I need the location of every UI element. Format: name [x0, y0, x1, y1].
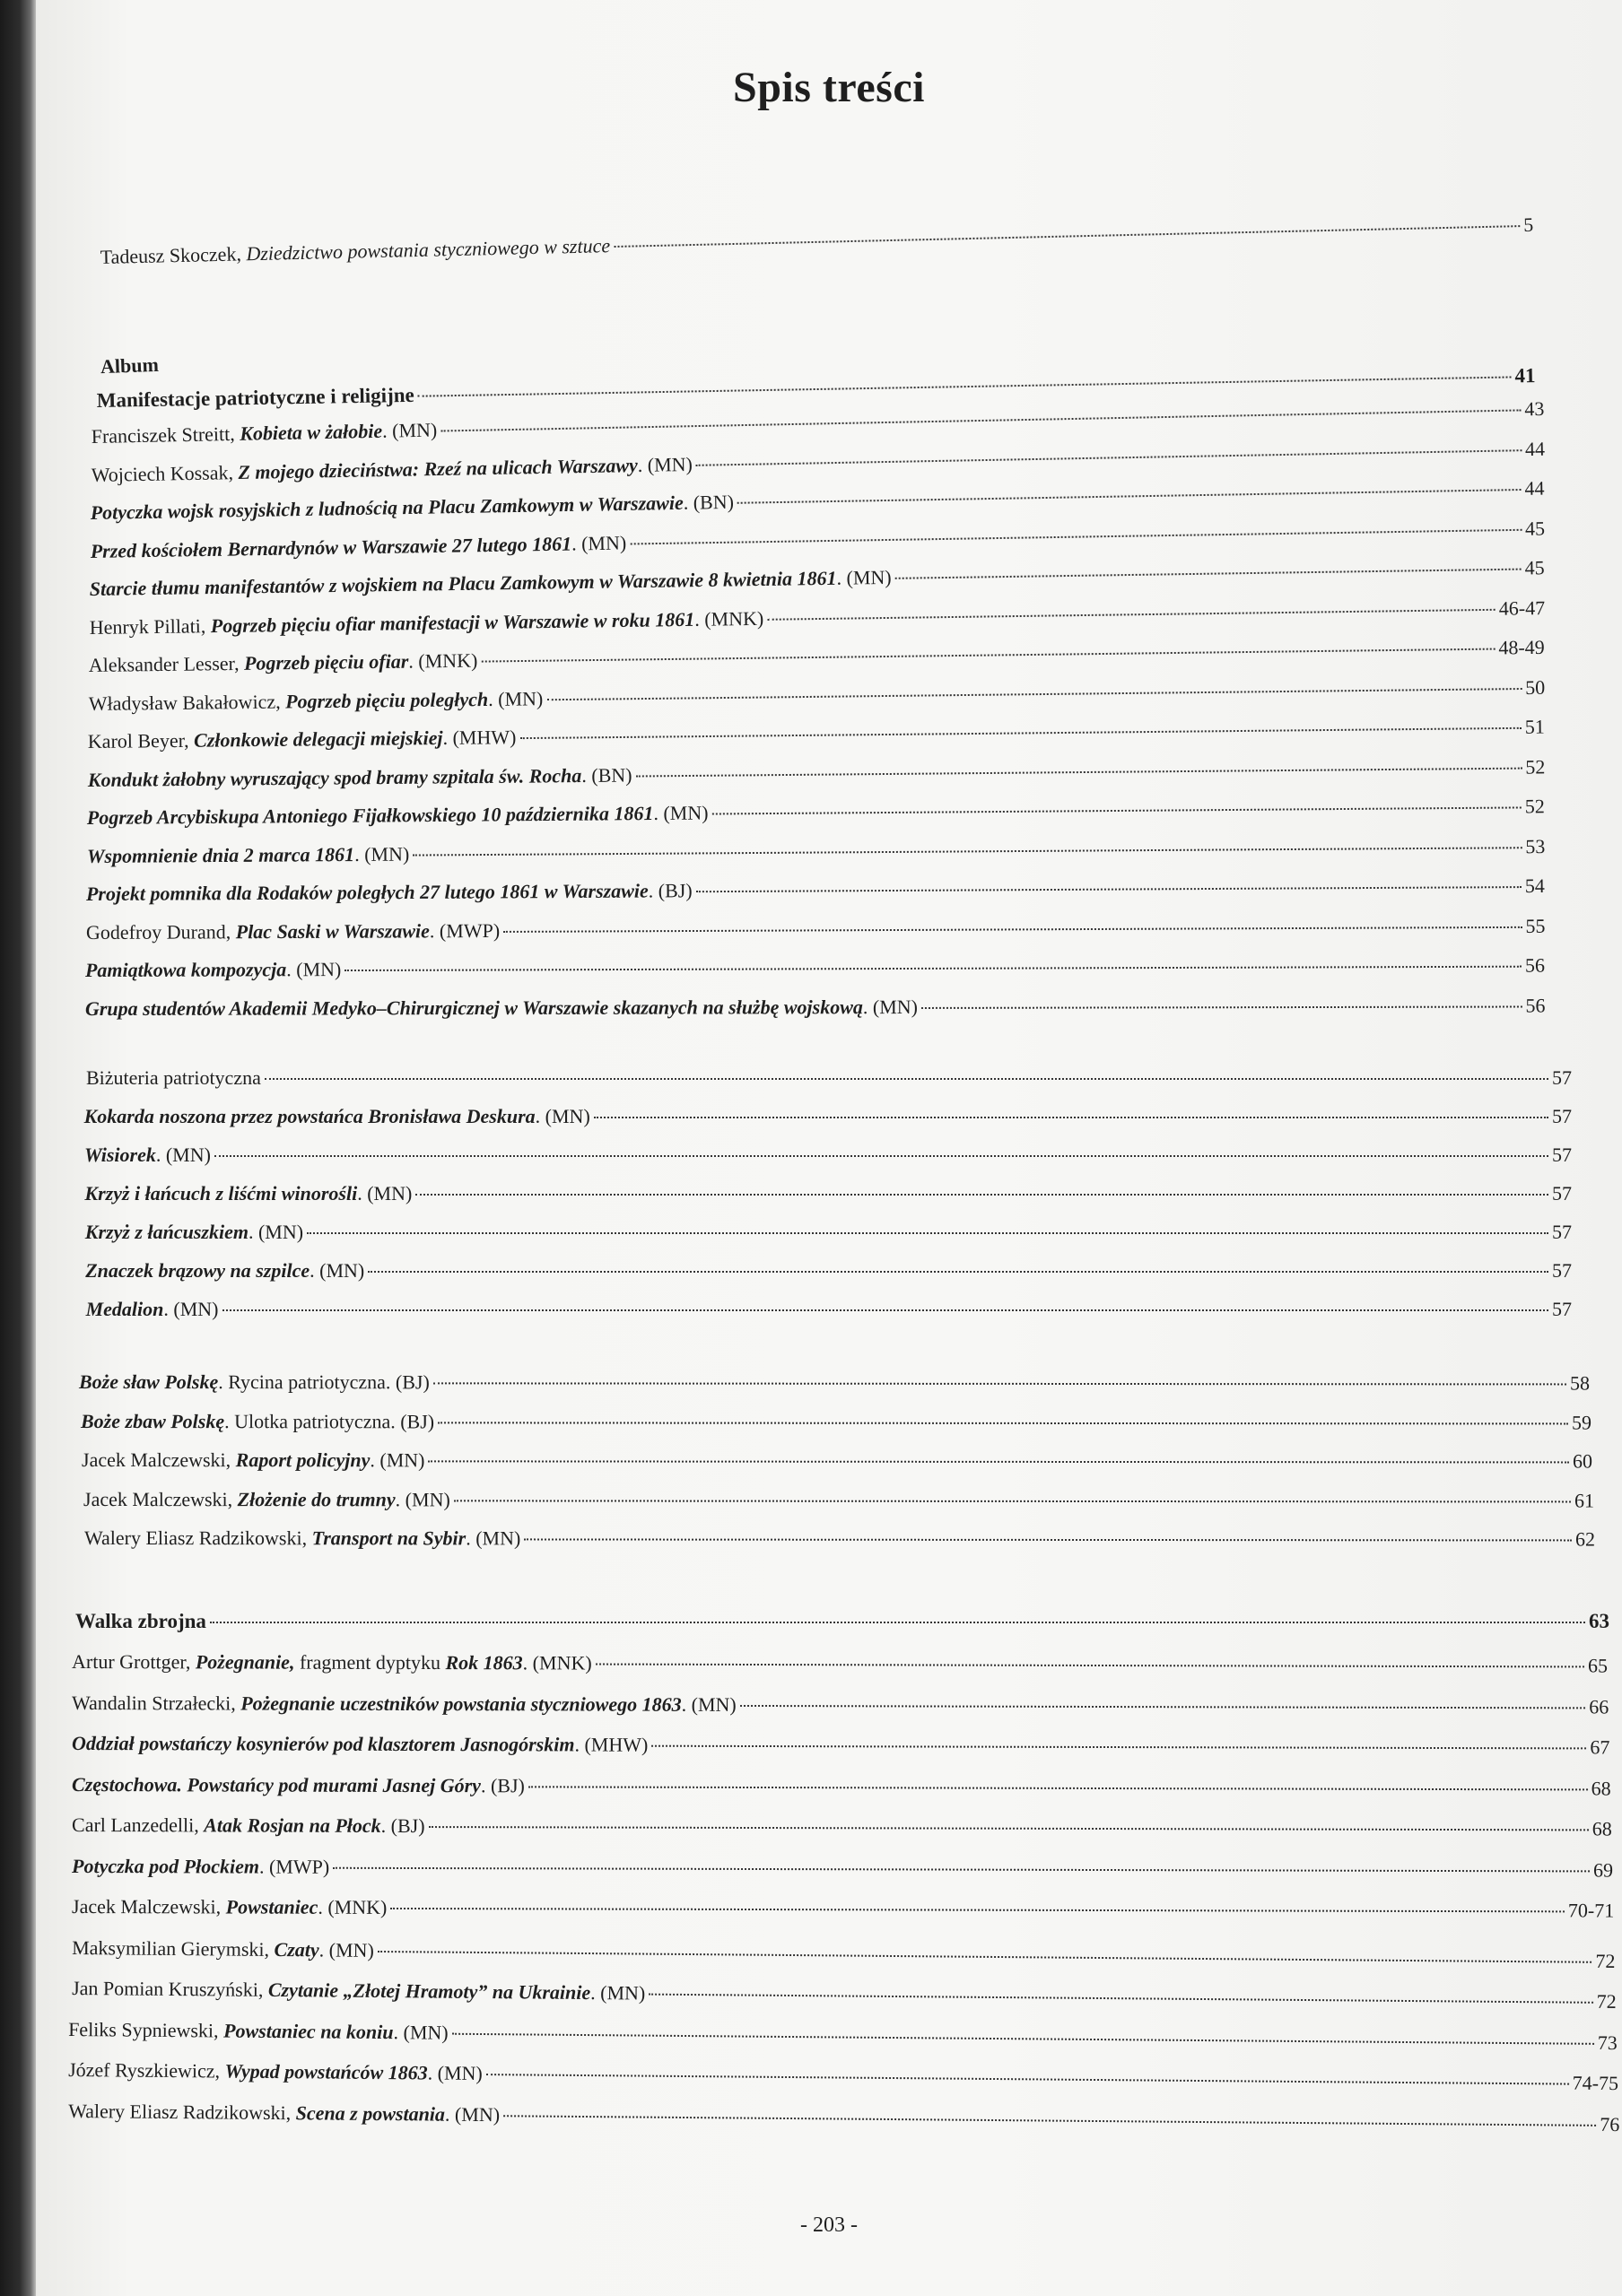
toc-page-number: 46-47: [1498, 596, 1545, 620]
toc-entry-text: [91, 417, 437, 450]
toc-entry-text: [85, 1219, 303, 1246]
toc-entry-title: Kobieta w żałobie: [240, 419, 383, 445]
toc-page-number: 69: [1593, 1857, 1614, 1881]
dot-leader: [390, 1908, 1565, 1912]
dot-leader: [333, 1866, 1590, 1872]
toc-page-number: 68: [1591, 1776, 1611, 1799]
toc-entry-title: Scena z powstania: [295, 2100, 446, 2126]
dot-leader: [307, 1232, 1548, 1234]
toc-entry-text: [68, 2057, 483, 2087]
toc-entry-author: Jacek Malczewski,: [82, 1448, 236, 1472]
toc-entry-text: [85, 917, 499, 945]
toc-entry-title: Pogrzeb pięciu ofiar: [243, 649, 409, 674]
page-title: Spis treści: [733, 64, 925, 111]
toc-entry-text: [85, 1257, 364, 1284]
toc-entry-text: [72, 1812, 425, 1839]
toc-entry: [81, 1408, 1591, 1436]
dot-leader: [503, 2115, 1596, 2126]
toc-entry-text: [86, 1065, 261, 1091]
toc-entry-title: Wspomnienie dnia 2 marca 1861: [86, 842, 354, 867]
toc-entry-title: Potyczka wojsk rosyjskich z ludnością na Placu Zamkowym w Warszawie: [90, 491, 684, 525]
toc-page-number: 74-75: [1572, 2071, 1619, 2095]
dot-leader: [649, 1994, 1592, 2004]
toc-entry-title: Powstaniec na koniu: [222, 2019, 394, 2043]
toc-entry-text: [90, 564, 892, 603]
toc-entry-source: . (MN): [444, 2102, 501, 2126]
dot-leader: [214, 1155, 1548, 1157]
toc-entry-author: Aleksander Lesser,: [88, 651, 245, 677]
toc-entry-author: Henryk Pillati,: [89, 613, 211, 639]
toc-entry-text: [86, 877, 693, 908]
toc-page-number: 62: [1575, 1527, 1596, 1551]
toc-entry-source: . (BJ): [380, 1813, 425, 1838]
toc-entry-author: Walery Eliasz Radzikowski,: [68, 2099, 296, 2124]
toc-entry-text: [72, 1690, 737, 1718]
toc-entry: [72, 1730, 1609, 1761]
toc-entry-source: . (MHW): [574, 1733, 649, 1756]
toc-entry-source: . (MN): [381, 418, 438, 442]
toc-page-number: 76: [1600, 2112, 1620, 2135]
toc-entry-text: [83, 1486, 450, 1513]
toc-page-number: 57: [1551, 1298, 1572, 1320]
toc-entry-title: Pożegnanie,: [195, 1650, 295, 1674]
book-spine-shadow: [0, 0, 36, 2296]
toc-entry-source: . (BN): [683, 490, 735, 514]
toc-entry-source: . (MN): [637, 452, 693, 476]
album-label: Album: [100, 352, 160, 378]
dot-leader: [737, 489, 1522, 504]
toc-entry-source: . (MN): [487, 686, 543, 710]
toc-entry-title: Plac Saski w Warszawie: [235, 918, 430, 943]
dot-leader: [695, 449, 1521, 466]
toc-page-number: 55: [1524, 914, 1545, 937]
toc-entry-title: Krzyż i łańcuch z liśćmi winorośli: [84, 1182, 358, 1205]
dot-leader: [418, 376, 1512, 396]
dot-leader: [524, 1538, 1572, 1541]
toc-entry-text: [84, 1142, 211, 1169]
toc-entry: [79, 1369, 1590, 1396]
toc-entry-title: Pogrzeb Arcybiskupa Antoniego Fijałkowskiego 10 października 1861: [86, 802, 654, 830]
toc-page-number: 41: [1514, 364, 1536, 387]
toc-page-number: 44: [1524, 437, 1545, 460]
toc-entry-title: Oddział powstańczy kosynierów pod klasztorem Jasnogórskim: [72, 1732, 575, 1756]
toc-entry-title: Z mojego dzieciństwa: Rzeź na ulicach Warszawy: [237, 453, 638, 483]
toc-entry-text: [72, 1730, 648, 1759]
toc-entry-source: . (MN): [862, 995, 918, 1018]
toc-entry-text: [87, 761, 632, 793]
toc-entry-author: Władysław Bakałowicz,: [88, 690, 285, 715]
toc-entry-text: [84, 1103, 590, 1130]
toc-entry-text: [89, 648, 478, 679]
toc-entry: [68, 2016, 1618, 2057]
toc-page-number: 54: [1524, 874, 1545, 898]
dot-leader: [433, 1382, 1566, 1385]
toc-entry-author: Wojciech Kossak,: [90, 460, 239, 486]
toc-entry-author: Feliks Sypniewski,: [68, 2017, 224, 2042]
toc-page-number: 58: [1570, 1371, 1591, 1395]
dot-leader: [344, 966, 1522, 971]
toc-entry: [85, 912, 1545, 945]
toc-entry-title: Częstochowa. Powstańcy pod murami Jasnej Góry: [72, 1772, 481, 1796]
toc-entry-source: . Rycina patriotyczna. (BJ): [218, 1370, 430, 1394]
toc-entry-source: fragment dyptyku: [294, 1650, 446, 1674]
toc-entry-title: Transport na Sybir: [311, 1526, 467, 1550]
toc-entry: [84, 1525, 1595, 1552]
dot-leader: [378, 1950, 1592, 1962]
toc-page-number: 56: [1524, 993, 1545, 1016]
toc-entry-text: [75, 1608, 206, 1635]
toc-entry-text: [72, 1935, 374, 1964]
toc-entry-title: Pamiątkowa kompozycja: [84, 958, 287, 981]
toc-entry-title: Projekt pomnika dla Rodaków poległych 27 lutego 1861 w Warszawie: [85, 879, 649, 906]
toc-entry: [86, 1296, 1572, 1323]
dot-leader: [222, 1309, 1548, 1311]
toc-entry-text: [87, 800, 709, 831]
dot-leader: [920, 1005, 1521, 1008]
toc-entry-title: Medalion: [85, 1298, 164, 1320]
toc-entry-source: . (MN): [653, 801, 709, 825]
dot-leader: [651, 1745, 1586, 1750]
toc-entry-source: . (MN): [427, 2061, 483, 2085]
toc-page-number: 61: [1574, 1488, 1594, 1511]
toc-entry-title: Pożegnanie uczestników powstania styczniowego 1863: [240, 1691, 682, 1716]
dot-leader: [413, 847, 1522, 856]
toc-page-number: 56: [1524, 953, 1545, 977]
toc-entry: [72, 1690, 1609, 1720]
toc-entry-source: . (MN): [395, 1487, 450, 1510]
toc-entry-author: Artur Grottger,: [72, 1650, 196, 1674]
toc-entry-text: [72, 1853, 329, 1881]
toc-page-number: 50: [1524, 675, 1545, 699]
toc-entry: [83, 1486, 1594, 1514]
toc-page-number: 57: [1551, 1259, 1572, 1282]
toc-entry-author: Jan Pomian Kruszyński,: [72, 1977, 269, 2001]
toc-entry-source: . (MN): [155, 1144, 211, 1166]
toc-entry-source: . (MN): [590, 1981, 646, 2005]
toc-page-number: 67: [1590, 1735, 1610, 1759]
dot-leader: [635, 767, 1522, 777]
toc-page-number: 45: [1524, 556, 1545, 579]
toc-page-number: 53: [1524, 834, 1545, 857]
toc-entry-text: [72, 1771, 525, 1799]
toc-entry-title: Raport policyjny: [235, 1448, 371, 1472]
book-page: [36, 0, 1622, 2296]
toc-page-number: 60: [1573, 1449, 1593, 1473]
toc-entry-source: . (MNK): [693, 606, 763, 631]
toc-entry-text: [88, 724, 517, 755]
toc-entry-source: . (MN): [248, 1221, 304, 1243]
toc-entry-source: . (MN): [681, 1692, 737, 1716]
toc-page-number: 73: [1597, 2031, 1618, 2054]
toc-entry-source: . (MN): [310, 1259, 365, 1282]
toc-entry-text: [90, 529, 626, 564]
toc-entry-text: [81, 1408, 434, 1435]
section-heading: Manifestacje patriotyczne i religijne: [96, 383, 414, 413]
toc-entry-author: Walery Eliasz Radzikowski,: [84, 1526, 312, 1550]
toc-page-number: 70-71: [1567, 1899, 1615, 1922]
toc-entry: [87, 753, 1545, 794]
toc-entry: [86, 873, 1545, 908]
toc-entry-source: . (MN): [535, 1105, 590, 1127]
toc-entry-author: Tadeusz Skoczek,: [100, 242, 247, 269]
dot-leader: [767, 608, 1496, 620]
toc-entry-title: Boże sław Polskę: [79, 1370, 219, 1394]
dot-leader: [453, 1500, 1570, 1502]
toc-entry: [72, 1812, 1612, 1842]
toc-entry-text: [89, 604, 763, 640]
toc-entry-author: Godefroy Durand,: [85, 919, 236, 944]
toc-entry-source: . (BJ): [648, 879, 693, 902]
toc-entry-title: Czaty: [274, 1937, 319, 1961]
toc-entry-text: [79, 1369, 430, 1396]
toc-entry: [72, 1893, 1614, 1925]
toc-entry-title: Kondukt żałobny wyruszający spod bramy szpitala św. Rocha: [87, 763, 581, 791]
dot-leader: [596, 1664, 1584, 1668]
dot-leader: [428, 1460, 1569, 1463]
toc-entry-text: [90, 489, 734, 526]
toc-page-number: 43: [1524, 396, 1545, 421]
toc-entry-title: Znaczek brązowy na szpilce: [85, 1259, 310, 1282]
toc-entry-title: Kokarda noszona przez powstańca Bronisława Deskura: [83, 1105, 536, 1127]
toc-entry-text: [86, 1296, 219, 1323]
toc-entry-text: [72, 1648, 592, 1677]
toc-entry-title: Starcie tłumu manifestantów z wojskiem na Placu Zamkowym w Warszawie 8 kwietnia 1861: [89, 566, 837, 601]
toc-entry-title: Członkowie delegacji miejskiej: [193, 726, 443, 752]
toc-entry: [72, 1771, 1611, 1802]
toc-entry-author: Wandalin Strzałecki,: [72, 1691, 241, 1714]
toc-entry: [89, 634, 1545, 679]
toc-entry-title: Krzyż z łańcuszkiem: [84, 1221, 249, 1243]
toc-page-number: 51: [1524, 715, 1545, 738]
toc-entry: [89, 595, 1545, 641]
toc-entry-title: Powstaniec: [225, 1895, 318, 1918]
toc-page-number: 52: [1524, 754, 1545, 778]
toc-page-number: 44: [1524, 476, 1545, 500]
toc-entry: [90, 554, 1545, 603]
toc-entry-source: . (MN): [393, 2020, 449, 2044]
dot-leader: [740, 1704, 1585, 1708]
section-heading: Walka zbrojna: [75, 1610, 206, 1632]
toc-entry-text: [72, 1893, 387, 1921]
toc-entry: [85, 952, 1545, 984]
dot-leader: [594, 1117, 1548, 1118]
dot-leader: [438, 1422, 1568, 1424]
toc-page-number: 57: [1551, 1105, 1572, 1127]
toc-entry-source: . (MHW): [442, 726, 517, 749]
dot-leader: [265, 1078, 1548, 1080]
toc-entry-source: . (MWP): [429, 918, 500, 942]
toc-entry-source: . (MN): [357, 1182, 413, 1205]
section-heading-row: [75, 1608, 1609, 1635]
dot-leader: [630, 528, 1522, 544]
dot-leader: [614, 225, 1520, 248]
toc-entry-source: . (MWP): [258, 1855, 330, 1878]
dot-leader: [696, 886, 1522, 892]
dot-leader: [486, 2074, 1569, 2085]
toc-entry-text: [100, 232, 610, 271]
toc-entry: [86, 833, 1545, 870]
toc-entry-author: Maksymilian Gierymski,: [72, 1935, 275, 1961]
toc-entry-title: Przed kościołem Bernardynów w Warszawie 27 lutego 1861: [90, 532, 571, 562]
toc-entry-source: . (MN): [353, 842, 409, 865]
toc-entry-source: . (MN): [318, 1937, 374, 1961]
toc-page-number: 72: [1595, 1949, 1616, 1972]
toc-entry-source: . (MN): [286, 958, 342, 981]
toc-entry-text: [86, 840, 409, 869]
toc-entry-title: Pogrzeb pięciu poległych: [284, 687, 488, 713]
toc-entry-title: Wisiorek: [84, 1144, 156, 1166]
toc-entry: [84, 1180, 1572, 1207]
toc-entry-author: Franciszek Streitt,: [91, 422, 240, 448]
dot-leader: [368, 1271, 1548, 1273]
toc-entry-source: . (BN): [580, 763, 632, 787]
dot-leader: [452, 2032, 1594, 2044]
toc-entry-title: Potyczka pod Płockiem: [72, 1854, 260, 1878]
dot-leader: [503, 926, 1522, 932]
toc-entry: [68, 2098, 1619, 2138]
toc-entry-source: . (MN): [370, 1448, 425, 1472]
toc-entry-author: Jacek Malczewski,: [83, 1487, 238, 1510]
intro-entry: [100, 212, 1533, 271]
toc-entry-text: [72, 1975, 645, 2007]
dot-leader: [519, 727, 1521, 739]
toc-entry-text: [84, 1180, 412, 1207]
toc-entry-title: Złożenie do trumny: [237, 1487, 396, 1510]
section-heading: Biżuteria patriotyczna: [86, 1066, 261, 1089]
dot-leader: [528, 1786, 1588, 1790]
toc-entry-source: . (MNK): [318, 1895, 388, 1918]
toc-entry-text: [68, 2016, 449, 2047]
toc-entry: [87, 793, 1545, 831]
toc-entry: [82, 1447, 1592, 1474]
toc-entry: [72, 1975, 1617, 2015]
dot-leader: [712, 806, 1522, 814]
toc-entry: [68, 2057, 1618, 2097]
toc-entry-text: [91, 450, 693, 488]
table-of-contents: [36, 0, 1622, 2296]
dot-leader: [546, 688, 1522, 700]
toc-page-number: 57: [1552, 1066, 1572, 1089]
toc-entry-author: Józef Ryszkiewicz,: [68, 2058, 225, 2083]
toc-entry-source: . (MN): [571, 531, 626, 555]
toc-entry-source: . (MNK): [408, 648, 478, 673]
dot-leader: [415, 1194, 1548, 1196]
toc-entry-text: [88, 685, 543, 718]
toc-entry: [84, 1142, 1572, 1169]
toc-entry: [88, 714, 1545, 755]
toc-entry: [84, 992, 1545, 1022]
toc-entry-title: Wypad powstańców 1863: [224, 2059, 428, 2084]
toc-entry-title: Czytanie „Złotej Hramoty” na Ukrainie: [267, 1978, 591, 2005]
toc-entry-source: . (MNK): [522, 1651, 592, 1674]
dot-leader: [210, 1622, 1585, 1623]
toc-entry: [72, 1853, 1613, 1883]
toc-entry-text: [85, 956, 341, 984]
toc-page-number: 52: [1524, 795, 1545, 818]
toc-entry-title: Boże zbaw Polskę: [80, 1409, 224, 1432]
toc-entry: [85, 1219, 1572, 1246]
toc-entry-title: Rok 1863: [445, 1651, 523, 1674]
toc-page-number: 57: [1551, 1182, 1572, 1205]
dot-leader: [895, 569, 1522, 579]
toc-entry-title: Grupa studentów Akademii Medyko–Chirurgicznej w Warszawie skazanych na służbę wojskową: [84, 995, 863, 1020]
dot-leader: [481, 648, 1495, 663]
toc-entry-source: . (MN): [466, 1526, 521, 1550]
toc-entry: [84, 1103, 1572, 1130]
toc-page-number: 66: [1589, 1694, 1609, 1718]
toc-entry-author: Carl Lanzedelli,: [72, 1813, 205, 1837]
toc-entry-author: Jacek Malczewski,: [72, 1895, 226, 1918]
toc-page-number: 68: [1591, 1817, 1612, 1840]
toc-entry: [88, 674, 1545, 717]
toc-entry: [72, 1935, 1616, 1975]
dot-leader: [440, 409, 1521, 431]
toc-entry-text: [84, 1525, 520, 1552]
toc-entry-source: . (MN): [836, 565, 892, 589]
toc-entry: [72, 1648, 1608, 1679]
toc-entry-source: . Ulotka patriotyczna. (BJ): [223, 1409, 434, 1432]
toc-entry-text: [96, 382, 414, 414]
toc-entry: [85, 1257, 1572, 1284]
toc-entry-author: Karol Beyer,: [87, 728, 195, 753]
toc-page-number: 57: [1551, 1221, 1572, 1243]
page-number-footer: - 203 -: [800, 2213, 858, 2237]
toc-page-number: 57: [1552, 1144, 1572, 1166]
toc-entry-title: Dziedzictwo powstania styczniowego w sztuce: [246, 234, 611, 265]
toc-entry-text: [68, 2098, 500, 2128]
toc-entry-source: . (BJ): [480, 1773, 525, 1796]
toc-entry-text: [84, 993, 917, 1022]
section-heading-row: [86, 1065, 1572, 1091]
toc-page-number: 72: [1596, 1989, 1617, 2013]
toc-page-number: 45: [1524, 516, 1545, 540]
toc-entry-title: Atak Rosjan na Płock: [204, 1813, 381, 1837]
toc-page-number: 63: [1589, 1610, 1609, 1632]
toc-page-number: 65: [1588, 1654, 1609, 1677]
toc-page-number: 5: [1522, 213, 1534, 236]
toc-entry-text: [82, 1447, 425, 1474]
toc-entry-title: Pogrzeb pięciu ofiar manifestacji w Warszawie w roku 1861: [210, 607, 694, 637]
toc-entry-source: . (MN): [163, 1298, 219, 1320]
toc-page-number: 59: [1571, 1410, 1591, 1433]
dot-leader: [429, 1826, 1589, 1831]
toc-page-number: 48-49: [1498, 635, 1545, 659]
